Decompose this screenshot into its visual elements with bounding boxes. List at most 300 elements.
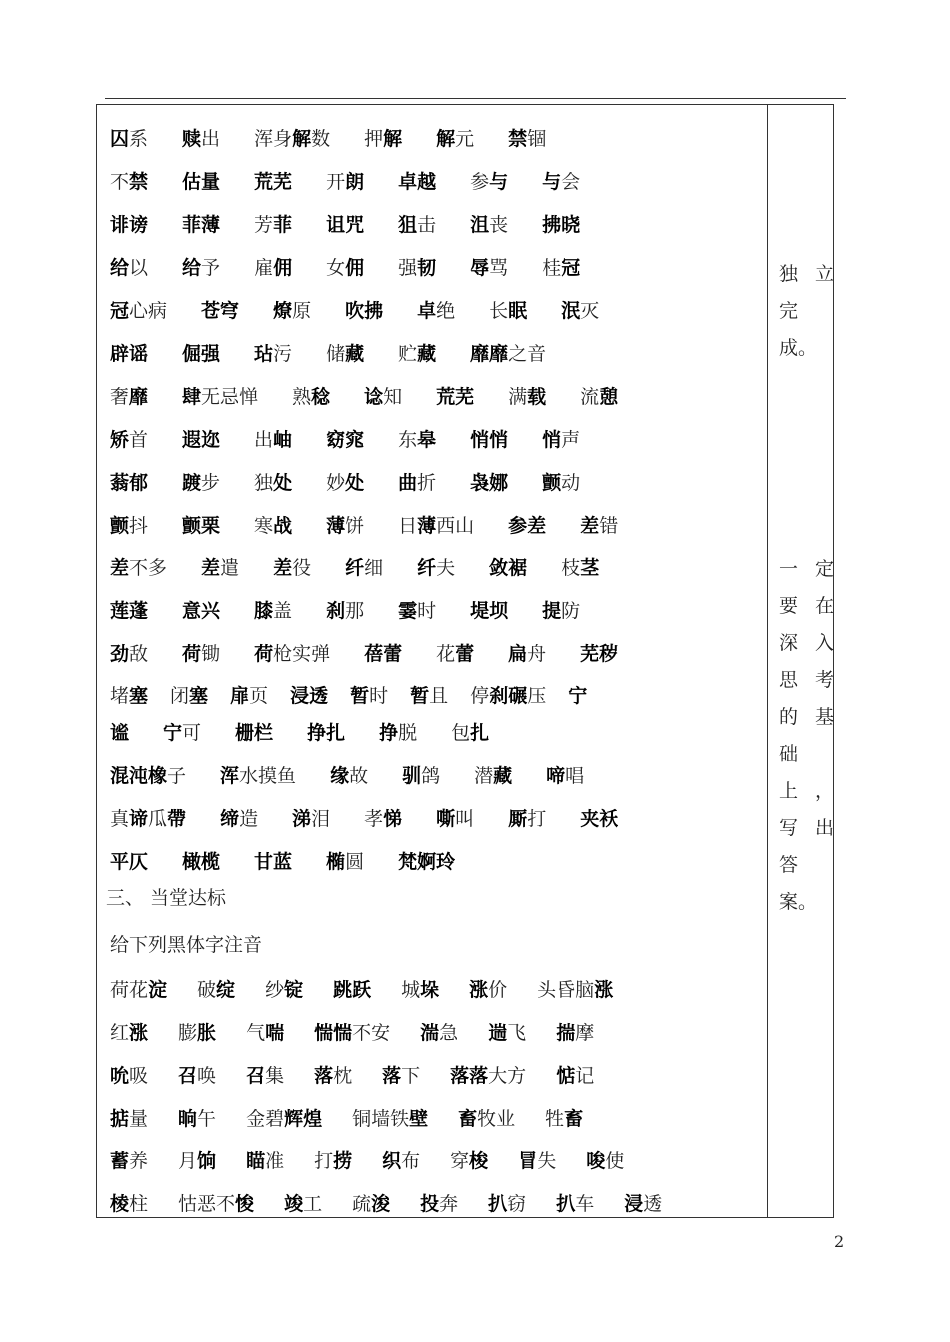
bold-character: 缔 xyxy=(220,808,240,830)
bold-character: 瞄 xyxy=(246,1150,266,1172)
bold-character: 矫 xyxy=(110,429,130,451)
bold-character: 栅栏 xyxy=(235,722,274,744)
bold-character: 解 xyxy=(292,128,312,150)
bold-character: 惴惴 xyxy=(314,1022,353,1044)
bold-character: 遄 xyxy=(488,1022,508,1044)
vocab-word xyxy=(470,471,508,495)
bold-character: 与 xyxy=(489,171,509,193)
vocab-word xyxy=(182,850,220,874)
bold-character: 差 xyxy=(273,557,293,579)
vocab-word: 挣脱 xyxy=(379,722,418,744)
bold-character: 扎 xyxy=(470,722,490,744)
bold-character: 跳跃 xyxy=(333,979,372,1001)
bold-character: 处 xyxy=(273,472,293,494)
bold-character: 佣 xyxy=(273,257,293,279)
vocab-word xyxy=(470,428,508,452)
bold-character: 谧 xyxy=(110,722,130,744)
bold-character: 诅咒 xyxy=(326,214,365,236)
side-note-row xyxy=(779,625,851,662)
vocab-word xyxy=(333,978,371,1002)
bold-character: 颤栗 xyxy=(182,515,221,537)
side-note-think-deeply xyxy=(779,551,851,921)
vocab-word: 曲折 xyxy=(398,472,437,494)
vocab-word xyxy=(580,807,618,831)
vocab-word: 悄声 xyxy=(542,429,581,451)
word-line xyxy=(110,807,652,831)
bold-character: 薄 xyxy=(417,515,437,537)
word-line xyxy=(110,256,614,280)
word-line xyxy=(110,1064,624,1088)
vocab-word: 闭塞 xyxy=(170,685,209,707)
side-note-char: 完 xyxy=(779,300,799,322)
vocab-word: 缔造 xyxy=(220,808,259,830)
bold-character: 辱 xyxy=(470,257,490,279)
bold-character: 宁 xyxy=(568,685,588,707)
side-note-row xyxy=(779,884,851,921)
bold-character: 浸 xyxy=(624,1193,644,1215)
bold-character: 驯 xyxy=(402,765,422,787)
bold-character: 蕾 xyxy=(455,643,475,665)
bold-character: 韧 xyxy=(417,257,437,279)
bold-character: 吮 xyxy=(110,1065,130,1087)
vocab-word: 打捞 xyxy=(314,1150,353,1172)
bold-character: 刹碾 xyxy=(489,685,528,707)
bold-character: 绽 xyxy=(216,979,236,1001)
bold-character: 胀 xyxy=(197,1022,217,1044)
vocab-word: 月饷 xyxy=(178,1150,217,1172)
vocab-word: 揣摩 xyxy=(556,1022,595,1044)
side-note-char: 独 xyxy=(779,263,799,285)
vocab-word xyxy=(201,299,239,323)
side-note-char: 要 xyxy=(779,595,799,617)
vocab-word: 膨胀 xyxy=(178,1022,217,1044)
side-note-char: 出 xyxy=(815,817,835,839)
bold-character: 皋 xyxy=(417,429,437,451)
vocab-word: 蓄养 xyxy=(110,1150,149,1172)
bold-character: 扒 xyxy=(556,1193,576,1215)
bold-character: 蓄 xyxy=(110,1150,130,1172)
vocab-word: 棱柱 xyxy=(110,1193,149,1215)
bold-character: 啼 xyxy=(546,765,566,787)
vocab-word xyxy=(182,213,220,237)
vocab-word: 禁锢 xyxy=(508,128,547,150)
bold-character: 冠 xyxy=(561,257,581,279)
bold-character: 倔强 xyxy=(182,343,221,365)
bold-character: 菲 xyxy=(273,214,293,236)
vocab-word: 霎时 xyxy=(398,600,437,622)
bold-character: 颤 xyxy=(110,515,130,537)
vocab-word xyxy=(182,514,220,538)
bold-character: 缘 xyxy=(330,765,350,787)
bold-character: 踱 xyxy=(182,472,202,494)
bold-character: 吹拂 xyxy=(345,300,384,322)
vocab-word: 给予 xyxy=(182,257,221,279)
side-note-char: 入 xyxy=(815,632,835,654)
bold-character: 锭 xyxy=(284,979,304,1001)
vocab-word xyxy=(580,642,618,666)
word-line xyxy=(110,1149,654,1173)
bold-character: 嘶 xyxy=(436,808,456,830)
vocab-word: 落枕 xyxy=(314,1065,353,1087)
table-column-divider xyxy=(767,104,768,1218)
vocab-word: 潜藏 xyxy=(474,765,513,787)
side-note-char: 答 xyxy=(779,854,799,876)
vocab-word: 刹那 xyxy=(326,600,365,622)
bold-character: 扁 xyxy=(508,643,528,665)
bold-character: 悌 xyxy=(383,808,403,830)
bold-character: 卓越 xyxy=(398,171,437,193)
vocab-word xyxy=(398,170,436,194)
word-line xyxy=(110,127,580,151)
bold-character: 浸透 xyxy=(290,685,329,707)
side-note-row xyxy=(779,330,851,367)
side-note-row xyxy=(779,736,851,773)
bold-character: 壁 xyxy=(409,1108,429,1130)
vocab-word: 破绽 xyxy=(197,979,236,1001)
bold-character: 悄 xyxy=(542,429,562,451)
bold-character: 藏 xyxy=(493,765,513,787)
vocab-word: 与会 xyxy=(542,171,581,193)
bold-character: 辟谣 xyxy=(110,343,149,365)
vocab-word xyxy=(364,642,402,666)
vocab-word: 惴惴不安 xyxy=(314,1022,391,1044)
bold-character: 涨 xyxy=(594,979,614,1001)
bold-character: 估量 xyxy=(182,171,221,193)
bold-character: 囚 xyxy=(110,128,130,150)
vocab-word: 气喘 xyxy=(246,1022,285,1044)
bold-character: 谛 xyxy=(129,808,149,830)
bold-character: 暂 xyxy=(410,685,430,707)
bold-character: 悛 xyxy=(235,1193,255,1215)
bold-character: 饷 xyxy=(197,1150,217,1172)
vocab-word: 投奔 xyxy=(420,1193,459,1215)
bold-character: 莲蓬 xyxy=(110,600,149,622)
vocab-word: 荷锄 xyxy=(182,643,221,665)
vocab-word: 晌午 xyxy=(178,1108,217,1130)
bold-character: 参差 xyxy=(508,515,547,537)
bold-character: 帶 xyxy=(167,808,187,830)
vocab-word: 玷污 xyxy=(254,343,293,365)
word-line xyxy=(110,1192,692,1216)
vocab-word: 浑身解数 xyxy=(254,128,331,150)
bold-character: 塞 xyxy=(189,685,209,707)
vocab-word: 金碧辉煌 xyxy=(246,1108,323,1130)
bold-character: 蓓蕾 xyxy=(364,643,403,665)
vocab-word: 扒车 xyxy=(556,1193,595,1215)
side-note-char: ， xyxy=(815,780,835,802)
bold-character: 处 xyxy=(345,472,365,494)
bold-character: 藏 xyxy=(417,343,437,365)
side-note-row xyxy=(779,551,851,588)
side-note-char: 深 xyxy=(779,632,799,654)
bold-character: 朗 xyxy=(345,171,365,193)
vocab-word: 厮打 xyxy=(508,808,547,830)
vocab-word: 畜牧业 xyxy=(458,1108,516,1130)
side-note-independent xyxy=(779,256,851,367)
vocab-word xyxy=(568,684,587,708)
side-note-char: 考 xyxy=(815,669,835,691)
side-note-row xyxy=(779,662,851,699)
bold-character: 纤 xyxy=(417,557,437,579)
word-line xyxy=(110,978,643,1002)
vocab-word: 燎原 xyxy=(273,300,312,322)
bold-character: 纤 xyxy=(345,557,365,579)
bold-character: 卓 xyxy=(417,300,437,322)
vocab-word xyxy=(398,850,455,874)
vocab-word: 宁可 xyxy=(163,722,202,744)
bold-character: 霎 xyxy=(398,600,418,622)
bold-character: 岫 xyxy=(273,429,293,451)
vocab-word: 暂时 xyxy=(350,685,389,707)
vocab-word: 混沌橡子 xyxy=(110,765,187,787)
vocab-word: 颤动 xyxy=(542,472,581,494)
bold-character: 眠 xyxy=(508,300,528,322)
vocab-word: 驯鸽 xyxy=(402,765,441,787)
bold-character: 肆 xyxy=(182,386,202,408)
bold-character: 窈窕 xyxy=(326,429,365,451)
bold-character: 与 xyxy=(542,171,562,193)
vocab-word: 枝茎 xyxy=(561,557,600,579)
bold-character: 扉 xyxy=(230,685,250,707)
vocab-word: 靡靡之音 xyxy=(470,343,547,365)
vocab-word: 椭圆 xyxy=(326,851,365,873)
word-line xyxy=(110,170,614,194)
word-line xyxy=(110,213,614,237)
side-note-row xyxy=(779,256,851,293)
bold-character: 唆 xyxy=(586,1150,606,1172)
bold-character: 淀 xyxy=(148,979,168,1001)
vocab-word: 纤夫 xyxy=(417,557,456,579)
vocab-word: 薄饼 xyxy=(326,515,365,537)
bold-character: 投 xyxy=(420,1193,440,1215)
vocab-word: 囚系 xyxy=(110,128,149,150)
bold-character: 掂 xyxy=(110,1108,130,1130)
vocab-word: 真谛瓜帶 xyxy=(110,808,187,830)
vocab-word xyxy=(254,170,292,194)
vocab-word: 肆无忌惮 xyxy=(182,386,259,408)
bold-character: 拂晓 xyxy=(542,214,581,236)
bold-character: 冒 xyxy=(518,1150,538,1172)
bold-character: 膝 xyxy=(254,600,274,622)
vocab-word: 城垛 xyxy=(401,979,440,1001)
vocab-word: 女佣 xyxy=(326,257,365,279)
word-line xyxy=(110,299,633,323)
vocab-word: 嘶叫 xyxy=(436,808,475,830)
bold-character: 憩 xyxy=(599,386,619,408)
bold-character: 沮 xyxy=(470,214,490,236)
bold-character: 袅娜 xyxy=(470,472,509,494)
vocab-word: 荷枪实弹 xyxy=(254,643,331,665)
vocab-word: 日薄西山 xyxy=(398,515,475,537)
bold-character: 稔 xyxy=(311,386,331,408)
word-line xyxy=(110,764,618,788)
word-line xyxy=(110,1107,613,1131)
bold-character: 苍穹 xyxy=(201,300,240,322)
bold-character: 挣扎 xyxy=(307,722,346,744)
vocab-word: 流憩 xyxy=(580,386,619,408)
word-line xyxy=(110,642,652,666)
bold-character: 提 xyxy=(542,600,562,622)
vocab-word: 瞄准 xyxy=(246,1150,285,1172)
bold-character: 狙 xyxy=(398,214,418,236)
vocab-word: 熟稔 xyxy=(292,386,331,408)
bold-character: 竣 xyxy=(284,1193,304,1215)
bold-character: 佣 xyxy=(345,257,365,279)
bold-character: 捞 xyxy=(333,1150,353,1172)
bold-character: 解 xyxy=(383,128,403,150)
vocab-word xyxy=(110,342,148,366)
vocab-word: 差不多 xyxy=(110,557,168,579)
vocab-word: 湍急 xyxy=(420,1022,459,1044)
bold-character: 挣 xyxy=(379,722,399,744)
vocab-word xyxy=(307,721,345,745)
vocab-word: 差错 xyxy=(580,515,619,537)
side-note-row xyxy=(779,293,851,330)
side-note-char: 思 xyxy=(779,669,799,691)
vocab-word xyxy=(542,213,580,237)
vocab-word: 穿梭 xyxy=(450,1150,489,1172)
vocab-word: 颤抖 xyxy=(110,515,149,537)
bold-character: 菲薄 xyxy=(182,214,221,236)
vocab-word: 吮吸 xyxy=(110,1065,149,1087)
vocab-word: 疏浚 xyxy=(352,1193,391,1215)
header-rule xyxy=(105,98,846,99)
vocab-word: 满载 xyxy=(508,386,547,408)
vocab-word: 不禁 xyxy=(110,171,149,193)
bold-character: 夹袄 xyxy=(580,808,619,830)
vocab-word: 扁舟 xyxy=(508,643,547,665)
bold-character: 荷 xyxy=(182,643,202,665)
bold-character: 泯 xyxy=(561,300,581,322)
vocab-word xyxy=(326,213,364,237)
vocab-word xyxy=(508,514,546,538)
vocab-word: 差役 xyxy=(273,557,312,579)
vocab-word: 踱步 xyxy=(182,472,221,494)
word-line xyxy=(110,428,614,452)
vocab-word: 沮丧 xyxy=(470,214,509,236)
bold-character: 敛裾 xyxy=(489,557,528,579)
bold-character: 薄 xyxy=(326,515,346,537)
bold-character: 禁 xyxy=(129,171,149,193)
vocab-word xyxy=(110,721,129,745)
side-note-row xyxy=(779,773,851,810)
bold-character: 甘蓝 xyxy=(254,851,293,873)
bold-character: 晌 xyxy=(178,1108,198,1130)
vocab-word: 暂且 xyxy=(410,685,449,707)
instruction-text: 给下列黑体字注音 xyxy=(110,934,263,956)
bold-character: 暂 xyxy=(350,685,370,707)
vocab-word: 纱锭 xyxy=(265,979,304,1001)
vocab-word xyxy=(235,721,273,745)
vocab-word: 出岫 xyxy=(254,429,293,451)
bold-character: 畜 xyxy=(458,1108,478,1130)
bold-character: 靡靡 xyxy=(470,343,509,365)
bold-character: 畜 xyxy=(564,1108,584,1130)
vocab-word: 缘故 xyxy=(330,765,369,787)
vocab-word: 浑水摸鱼 xyxy=(220,765,297,787)
vocab-word: 开朗 xyxy=(326,171,365,193)
bold-character: 扒 xyxy=(488,1193,508,1215)
section-heading: 三、 当堂达标 xyxy=(106,887,227,909)
vocab-word xyxy=(182,428,220,452)
bold-character: 惦 xyxy=(556,1065,576,1087)
vocab-word: 妙处 xyxy=(326,472,365,494)
bold-character: 浑 xyxy=(220,765,240,787)
vocab-word: 参与 xyxy=(470,171,509,193)
bold-character: 冠 xyxy=(110,300,130,322)
side-note-row xyxy=(779,847,851,884)
bold-character: 给 xyxy=(110,257,130,279)
vocab-word xyxy=(254,850,292,874)
bold-character: 荒芜 xyxy=(436,386,475,408)
vocab-word xyxy=(436,385,474,409)
word-line xyxy=(110,850,489,874)
vocab-word: 谂知 xyxy=(364,386,403,408)
bold-character: 落 xyxy=(314,1065,334,1087)
vocab-word xyxy=(182,170,220,194)
bold-character: 谂 xyxy=(364,386,384,408)
vocab-word: 落下 xyxy=(382,1065,421,1087)
bold-character: 湍 xyxy=(420,1022,440,1044)
side-note-row xyxy=(779,699,851,736)
vocab-word: 惦记 xyxy=(556,1065,595,1087)
word-line xyxy=(110,514,652,538)
bold-character: 玷 xyxy=(254,343,274,365)
bold-character: 落 xyxy=(382,1065,402,1087)
vocab-word: 召唤 xyxy=(178,1065,217,1087)
side-note-char: 的 xyxy=(779,706,799,728)
vocab-word: 扒窃 xyxy=(488,1193,527,1215)
bold-character: 混沌橡 xyxy=(110,765,168,787)
vocab-word xyxy=(290,684,328,708)
vocab-word xyxy=(326,428,364,452)
bold-character: 劲 xyxy=(110,643,130,665)
vocab-word: 堵塞 xyxy=(110,685,149,707)
vocab-word: 花蕾 xyxy=(436,643,475,665)
vocab-word: 荷花淀 xyxy=(110,979,168,1001)
vocab-word: 冒失 xyxy=(518,1150,557,1172)
bold-character: 战 xyxy=(273,515,293,537)
bold-character: 橄榄 xyxy=(182,851,221,873)
bold-character: 塞 xyxy=(129,685,149,707)
side-note-char: 写 xyxy=(779,817,799,839)
vocab-word: 包扎 xyxy=(451,722,490,744)
side-note-char: 成。 xyxy=(779,337,818,359)
bold-character: 藏 xyxy=(345,343,365,365)
bold-character: 靡 xyxy=(129,386,149,408)
vocab-word: 膝盖 xyxy=(254,600,293,622)
side-note-char: 在 xyxy=(815,595,835,617)
bold-character: 赎 xyxy=(182,128,202,150)
vocab-word: 掂量 xyxy=(110,1108,149,1130)
vocab-word: 狙击 xyxy=(398,214,437,236)
vocab-word: 解元 xyxy=(436,128,475,150)
vocab-word: 扉页 xyxy=(230,685,269,707)
vocab-word: 提防 xyxy=(542,600,581,622)
vocab-word: 芳菲 xyxy=(254,214,293,236)
vocab-word: 红涨 xyxy=(110,1022,149,1044)
vocab-word: 召集 xyxy=(246,1065,285,1087)
word-line xyxy=(110,684,609,708)
bold-character: 垛 xyxy=(420,979,440,1001)
bold-character: 织 xyxy=(382,1150,402,1172)
vocab-word: 卓绝 xyxy=(417,300,456,322)
bold-character: 召 xyxy=(178,1065,198,1087)
bold-character: 颤 xyxy=(542,472,562,494)
word-line xyxy=(110,471,614,495)
bold-character: 悄悄 xyxy=(470,429,509,451)
vocab-word: 涨价 xyxy=(469,979,508,1001)
